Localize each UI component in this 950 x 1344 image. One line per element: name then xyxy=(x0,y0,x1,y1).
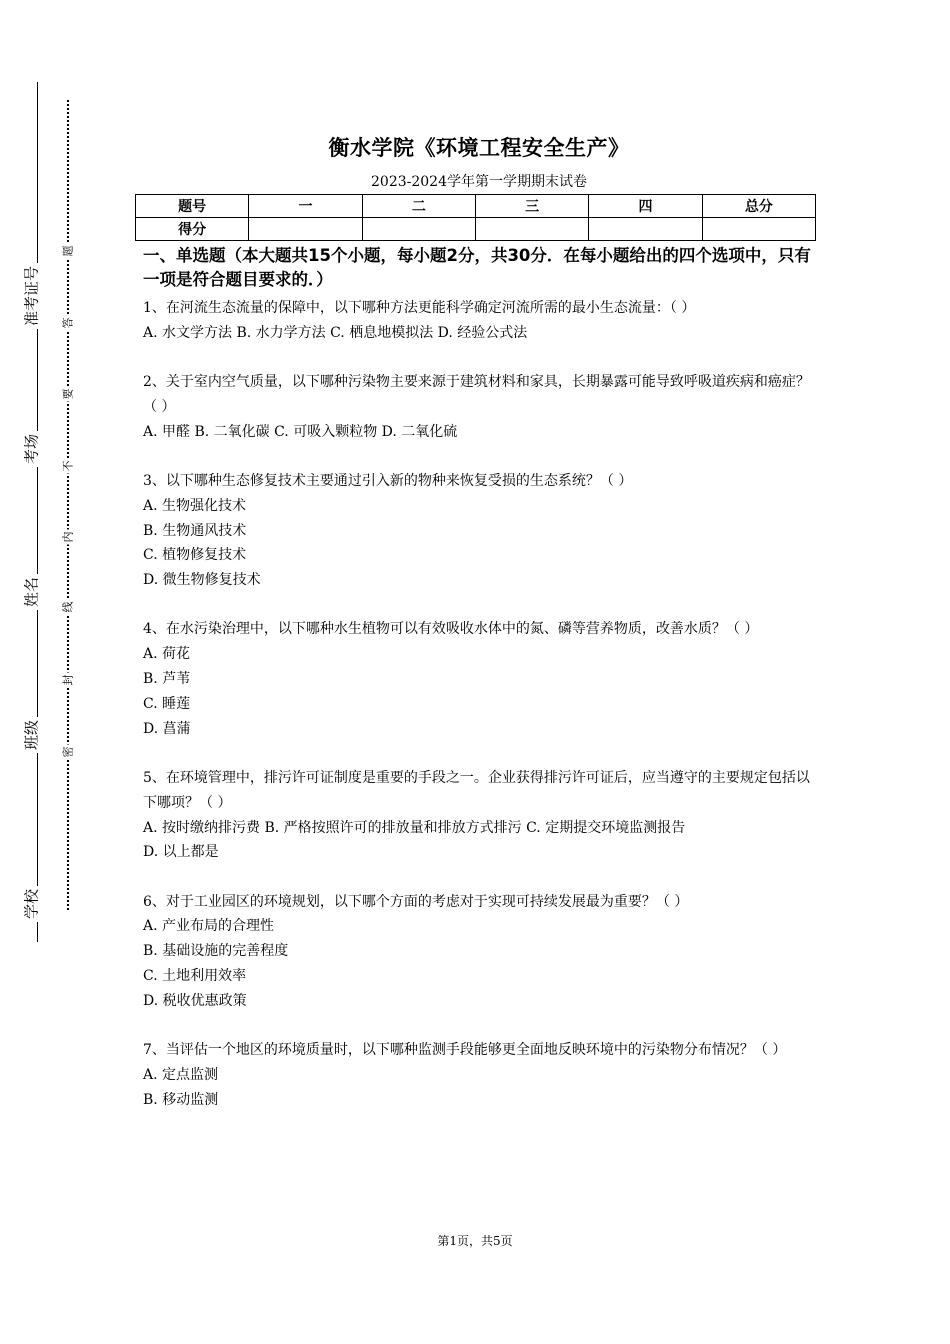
score-header-cell: 总分 xyxy=(702,195,815,218)
seal-char: 题 xyxy=(61,245,75,257)
seal-char: 封 xyxy=(61,674,75,686)
question-options: A. 按时缴纳排污费 B. 严格按照许可的排放量和排放方式排污 C. 定期提交环境监测报告 xyxy=(143,819,686,836)
question-option: A. 产业布局的合理性 xyxy=(143,918,275,935)
question xyxy=(143,766,815,865)
question-stem: 6、对于工业园区的环境规划，以下哪个方面的考虑对于实现可持续发展最为重要？（ ） xyxy=(143,893,689,910)
question-stem: 4、在水污染治理中，以下哪种水生植物可以有效吸收水体中的氮、磷等营养物质，改善水质？（ ） xyxy=(143,621,759,638)
field-school: 学校 xyxy=(21,886,42,922)
seal-char: 不 xyxy=(61,460,75,472)
seal-char: 线 xyxy=(61,601,75,613)
question xyxy=(143,890,815,1014)
seal-char: 密 xyxy=(61,746,75,758)
question-stem: 7、当评估一个地区的环境质量时，以下哪种监测手段能够更全面地反映环境中的污染物分布情况？（ ） xyxy=(143,1042,787,1059)
question-options: A. 甲醛 B. 二氧化碳 C. 可吸入颗粒物 D. 二氧化硫 xyxy=(143,423,458,440)
question-option: C. 睡莲 xyxy=(143,695,191,712)
score-table-score-row xyxy=(136,218,816,241)
score-cell xyxy=(702,218,815,241)
score-table xyxy=(135,194,816,241)
question-stem: 2、关于室内空气质量，以下哪种污染物主要来源于建筑材料和家具，长期暴露可能导致呼吸道疾病和癌症？（ ） xyxy=(143,374,810,415)
question-option: B. 生物通风技术 xyxy=(143,522,247,539)
question-stem: 5、在环境管理中，排污许可证制度是重要的手段之一。企业获得排污许可证后，应当遵守的主要规定包括以下哪项？（ ） xyxy=(143,769,810,811)
field-class: 班级 xyxy=(21,717,42,753)
question xyxy=(143,296,815,346)
question-option: A. 荷花 xyxy=(143,646,191,663)
question-option: A. 定点监测 xyxy=(143,1066,219,1083)
exam-content xyxy=(143,244,815,1137)
score-header-cell: 三 xyxy=(475,195,588,218)
seal-char: 答 xyxy=(61,317,75,329)
question-option: D. 税收优惠政策 xyxy=(143,992,247,1009)
score-row-label: 得分 xyxy=(136,218,249,241)
score-header-cell: 题号 xyxy=(136,195,249,218)
exam-subtitle: 2023-2024学年第一学期期末试卷 xyxy=(371,174,587,190)
question xyxy=(143,370,815,444)
question xyxy=(143,469,815,593)
score-header-cell: 四 xyxy=(589,195,702,218)
field-exam-number: 准考证号 xyxy=(21,263,42,329)
question-option: D. 微生物修复技术 xyxy=(143,572,261,589)
seal-char: 内 xyxy=(61,531,75,543)
question-option: D. 以上都是 xyxy=(143,844,219,861)
question-option: A. 生物强化技术 xyxy=(143,497,247,514)
question xyxy=(143,1038,815,1112)
question xyxy=(143,617,815,741)
score-table-header-row xyxy=(136,195,816,218)
page-footer: 第1页，共5页 xyxy=(437,1234,513,1248)
question-option: B. 基础设施的完善程度 xyxy=(143,943,289,960)
question-options: A. 水文学方法 B. 水力学方法 C. 栖息地模拟法 D. 经验公式法 xyxy=(143,324,528,341)
score-cell xyxy=(249,218,362,241)
score-cell xyxy=(589,218,702,241)
score-cell xyxy=(475,218,588,241)
question-option: C. 植物修复技术 xyxy=(143,547,247,564)
binding-strip xyxy=(0,0,110,1344)
page-title: 衡水学院《环境工程安全生产》 xyxy=(328,136,630,160)
score-header-cell: 二 xyxy=(362,195,475,218)
score-cell xyxy=(362,218,475,241)
field-exam-room: 考场 xyxy=(21,431,42,467)
question-stem: 1、在河流生态流量的保障中，以下哪种方法更能科学确定河流所需的最小生态流量：（ ） xyxy=(143,300,696,316)
question-option: B. 移动监测 xyxy=(143,1091,219,1108)
question-option: D. 菖蒲 xyxy=(143,720,191,737)
field-name: 姓名 xyxy=(21,574,42,610)
seal-char: 要 xyxy=(61,388,75,400)
question-option: C. 土地利用效率 xyxy=(143,968,247,985)
binding-solid-line xyxy=(37,82,38,942)
binding-dotted-line xyxy=(67,100,69,910)
question-stem: 3、以下哪种生态修复技术主要通过引入新的物种来恢复受损的生态系统？（ ） xyxy=(143,472,633,489)
score-header-cell: 一 xyxy=(249,195,362,218)
section-heading: 一、单选题（本大题共15个小题，每小题2分，共30分．在每小题给出的四个选项中，只有一项是符合题目要求的．） xyxy=(143,246,811,289)
question-option: B. 芦苇 xyxy=(143,671,191,688)
